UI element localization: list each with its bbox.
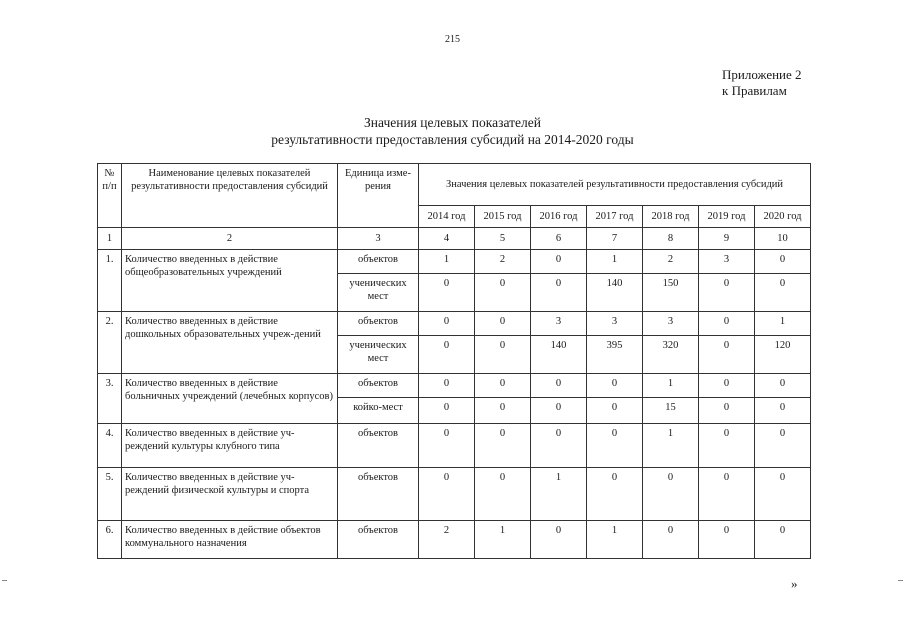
column-number: 7	[587, 228, 643, 250]
value-cell: 3	[587, 312, 643, 336]
indicator-name: Количество введенных в действие дошкольных образовательных учреж-дений	[122, 312, 338, 374]
row-number: 6.	[98, 521, 122, 559]
column-number: 4	[419, 228, 475, 250]
value-cell: 0	[587, 424, 643, 468]
value-cell: 0	[475, 398, 531, 424]
value-cell: 0	[699, 312, 755, 336]
unit-cell: объектов	[338, 468, 419, 521]
title-line-2: результативности предоставления субсидий на 2014-2020 годы	[271, 132, 634, 147]
row-number: 3.	[98, 374, 122, 424]
column-number: 8	[643, 228, 699, 250]
value-cell: 0	[755, 468, 811, 521]
table-row	[98, 424, 811, 468]
value-cell: 0	[419, 424, 475, 468]
title-line-1: Значения целевых показателей	[364, 115, 541, 130]
header-unit: Единица изме-рения	[338, 164, 419, 228]
column-number: 9	[699, 228, 755, 250]
unit-cell: койко-мест	[338, 398, 419, 424]
value-cell: 0	[531, 398, 587, 424]
header-year: 2019 год	[699, 206, 755, 228]
column-number: 1	[98, 228, 122, 250]
value-cell: 0	[587, 468, 643, 521]
header-num: № п/п	[98, 164, 122, 228]
unit-cell: объектов	[338, 250, 419, 274]
unit-cell: объектов	[338, 374, 419, 398]
value-cell: 0	[699, 274, 755, 312]
table-row	[98, 312, 811, 336]
value-cell: 1	[755, 312, 811, 336]
value-cell: 395	[587, 336, 643, 374]
value-cell: 15	[643, 398, 699, 424]
indicator-name: Количество введенных в действие объектов коммунального назначения	[122, 521, 338, 559]
table-body	[98, 164, 811, 559]
header-values-group: Значения целевых показателей результативности предоставления субсидий	[419, 164, 811, 206]
value-cell: 0	[531, 250, 587, 274]
scan-edge-mark-left	[2, 580, 7, 581]
header-year: 2015 год	[475, 206, 531, 228]
appendix-line-1: Приложение 2	[722, 67, 802, 82]
value-cell: 0	[643, 521, 699, 559]
table-row	[98, 374, 811, 398]
value-cell: 0	[475, 336, 531, 374]
value-cell: 0	[643, 468, 699, 521]
value-cell: 0	[755, 274, 811, 312]
row-number: 5.	[98, 468, 122, 521]
value-cell: 0	[587, 398, 643, 424]
value-cell: 1	[419, 250, 475, 274]
unit-cell: ученических мест	[338, 336, 419, 374]
value-cell: 320	[643, 336, 699, 374]
value-cell: 0	[531, 374, 587, 398]
value-cell: 3	[531, 312, 587, 336]
row-number: 4.	[98, 424, 122, 468]
value-cell: 120	[755, 336, 811, 374]
header-year: 2016 год	[531, 206, 587, 228]
column-number: 6	[531, 228, 587, 250]
value-cell: 0	[419, 468, 475, 521]
value-cell: 0	[755, 521, 811, 559]
value-cell: 0	[755, 398, 811, 424]
value-cell: 0	[699, 468, 755, 521]
value-cell: 0	[419, 312, 475, 336]
value-cell: 1	[531, 468, 587, 521]
table-row	[98, 468, 811, 521]
column-number: 5	[475, 228, 531, 250]
value-cell: 1	[475, 521, 531, 559]
indicator-name: Количество введенных в действие уч-реждений физической культуры и спорта	[122, 468, 338, 521]
value-cell: 0	[755, 250, 811, 274]
column-number: 3	[338, 228, 419, 250]
value-cell: 0	[699, 521, 755, 559]
value-cell: 0	[419, 374, 475, 398]
table-row	[98, 521, 811, 559]
indicators-table	[97, 163, 811, 559]
value-cell: 0	[699, 336, 755, 374]
scan-edge-mark-right	[898, 580, 903, 581]
value-cell: 0	[699, 398, 755, 424]
column-number: 2	[122, 228, 338, 250]
value-cell: 0	[531, 521, 587, 559]
value-cell: 0	[475, 312, 531, 336]
value-cell: 0	[699, 424, 755, 468]
value-cell: 0	[419, 336, 475, 374]
value-cell: 0	[531, 274, 587, 312]
value-cell: 0	[531, 424, 587, 468]
header-year: 2014 год	[419, 206, 475, 228]
indicator-name: Количество введенных в действие больничных учреждений (лечебных корпусов)	[122, 374, 338, 424]
value-cell: 0	[755, 374, 811, 398]
header-year: 2020 год	[755, 206, 811, 228]
value-cell: 1	[643, 424, 699, 468]
value-cell: 140	[587, 274, 643, 312]
value-cell: 140	[531, 336, 587, 374]
indicator-name: Количество введенных в действие уч-реждений культуры клубного типа	[122, 424, 338, 468]
unit-cell: объектов	[338, 424, 419, 468]
value-cell: 1	[643, 374, 699, 398]
value-cell: 2	[419, 521, 475, 559]
unit-cell: объектов	[338, 521, 419, 559]
value-cell: 3	[699, 250, 755, 274]
value-cell: 0	[419, 398, 475, 424]
header-year: 2018 год	[643, 206, 699, 228]
page-number: 215	[445, 34, 460, 45]
value-cell: 2	[643, 250, 699, 274]
column-number: 10	[755, 228, 811, 250]
value-cell: 0	[587, 374, 643, 398]
value-cell: 0	[755, 424, 811, 468]
appendix-note	[722, 67, 802, 99]
row-number: 1.	[98, 250, 122, 312]
continuation-mark: »	[791, 576, 798, 591]
value-cell: 1	[587, 250, 643, 274]
indicator-name: Количество введенных в действие общеобразовательных учреждений	[122, 250, 338, 312]
appendix-line-2: к Правилам	[722, 83, 787, 98]
value-cell: 2	[475, 250, 531, 274]
document-title	[0, 114, 905, 148]
column-numbers-row	[98, 228, 811, 250]
header-year: 2017 год	[587, 206, 643, 228]
value-cell: 0	[475, 468, 531, 521]
header-row-top	[98, 164, 811, 206]
row-number: 2.	[98, 312, 122, 374]
value-cell: 150	[643, 274, 699, 312]
table-row	[98, 250, 811, 274]
header-name: Наименование целевых показателей результативности предоставления субсидий	[122, 164, 338, 228]
unit-cell: объектов	[338, 312, 419, 336]
value-cell: 3	[643, 312, 699, 336]
value-cell: 0	[475, 374, 531, 398]
unit-cell: ученических мест	[338, 274, 419, 312]
value-cell: 0	[475, 274, 531, 312]
value-cell: 1	[587, 521, 643, 559]
value-cell: 0	[699, 374, 755, 398]
value-cell: 0	[475, 424, 531, 468]
value-cell: 0	[419, 274, 475, 312]
